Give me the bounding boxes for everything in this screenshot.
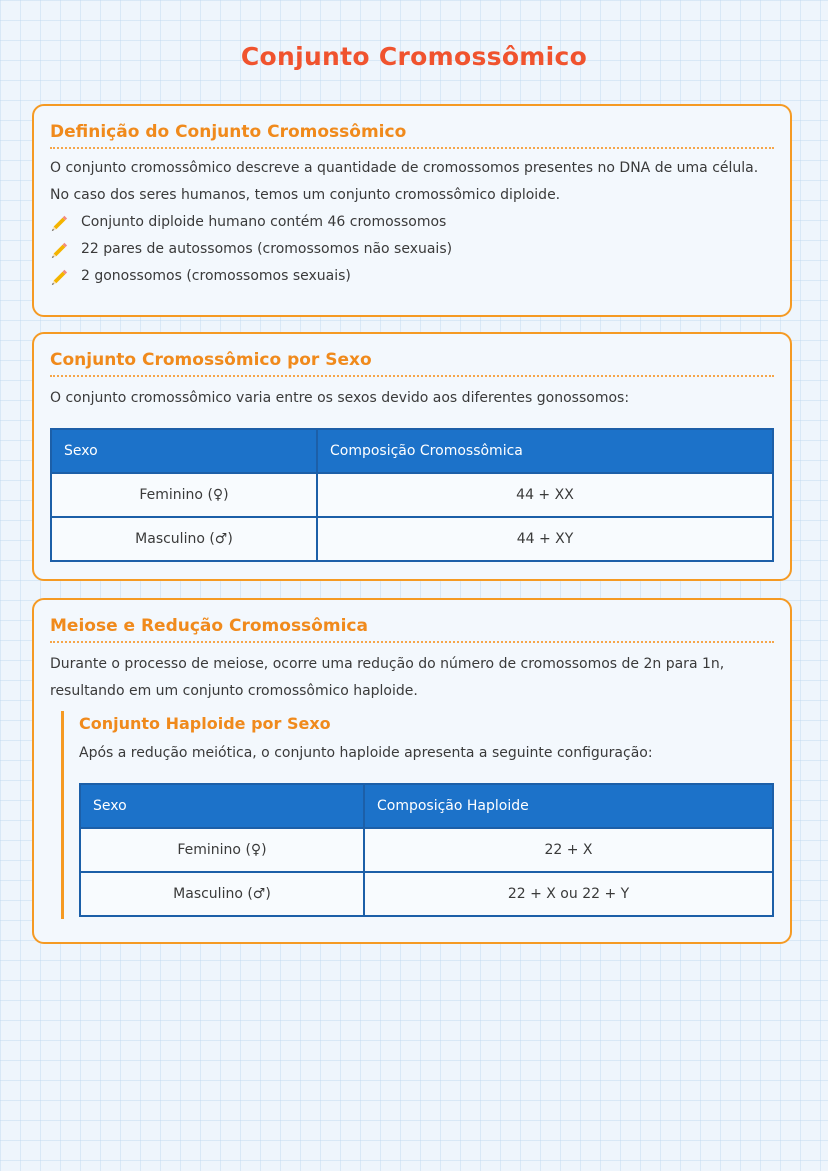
list-item-text: 22 pares de autossomos (cromossomos não sexuais) (81, 241, 453, 257)
table-cell: 22 + X ou 22 + Y (364, 872, 773, 916)
list-item (50, 209, 774, 236)
table-cell: 44 + XX (317, 473, 773, 517)
pencil-icon (50, 268, 68, 286)
page-title: Conjunto Cromossômico (240, 42, 588, 71)
table-row (51, 473, 773, 517)
table-cell: 22 + X (364, 828, 773, 872)
table-row (80, 872, 773, 916)
table-row (51, 517, 773, 561)
meiosis-text-1: Durante o processo de meiose, ocorre uma redução do número de cromossomos de 2n para 1n, (50, 656, 725, 672)
chromosome-table (50, 428, 774, 562)
list-item (50, 236, 774, 263)
sex-set-heading: Conjunto Cromossômico por Sexo (50, 334, 774, 377)
haploid-table (79, 783, 774, 917)
definition-text-2: No caso dos seres humanos, temos um conjunto cromossômico diploide. (50, 187, 561, 203)
list-item-text: 2 gonossomos (cromossomos sexuais) (81, 268, 351, 284)
definition-heading: Definição do Conjunto Cromossômico (50, 106, 774, 149)
pencil-icon (50, 214, 68, 232)
table-header-composition: Composição Cromossômica (317, 429, 773, 473)
table-cell: Feminino (♀) (80, 828, 364, 872)
haploid-subsection (61, 711, 774, 919)
meiosis-heading: Meiose e Redução Cromossômica (50, 600, 774, 643)
table-header-sex: Sexo (51, 429, 317, 473)
definition-card (32, 104, 792, 317)
table-cell: 44 + XY (317, 517, 773, 561)
haploid-heading: Conjunto Haploide por Sexo (79, 714, 331, 733)
sex-set-card (32, 332, 792, 581)
meiosis-text-2: resultando em um conjunto cromossômico haploide. (50, 683, 418, 699)
table-row (80, 828, 773, 872)
table-header-row (80, 784, 773, 828)
definition-text-1: O conjunto cromossômico descreve a quantidade de cromossomos presentes no DNA de uma célula. (50, 160, 759, 176)
list-item-text: Conjunto diploide humano contém 46 cromossomos (81, 214, 447, 230)
definition-list (50, 209, 774, 290)
meiosis-card (32, 598, 792, 944)
table-cell: Masculino (♂) (80, 872, 364, 916)
table-header-sex: Sexo (80, 784, 364, 828)
table-header-composition: Composição Haploide (364, 784, 773, 828)
pencil-icon (50, 241, 68, 259)
table-header-row (51, 429, 773, 473)
table-cell: Feminino (♀) (51, 473, 317, 517)
sex-set-text: O conjunto cromossômico varia entre os sexos devido aos diferentes gonossomos: (50, 390, 630, 406)
table-cell: Masculino (♂) (51, 517, 317, 561)
haploid-text: Após a redução meiótica, o conjunto haploide apresenta a seguinte configuração: (79, 745, 653, 761)
list-item (50, 263, 774, 290)
